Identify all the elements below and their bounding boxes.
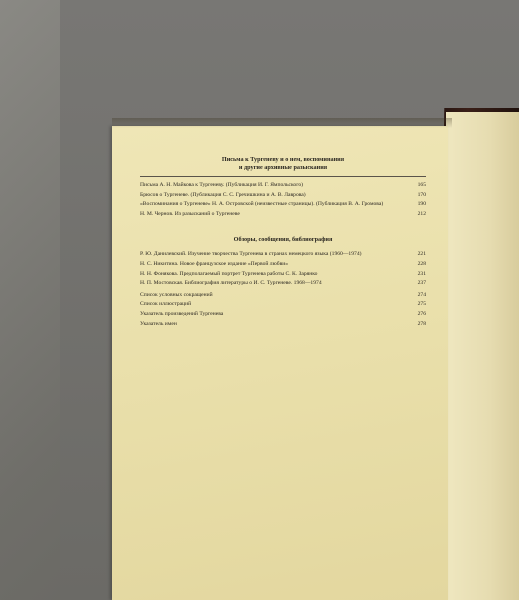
toc-entry xyxy=(140,320,426,329)
toc-entry xyxy=(140,291,426,300)
toc-entry-text: Письма А. Н. Майкова к Тургеневу. (Публикация И. Г. Ямпольского) xyxy=(140,182,304,188)
page-top-shadow xyxy=(112,118,452,128)
toc-entry xyxy=(140,181,426,190)
toc-entry-text: Указатель имен xyxy=(140,320,177,327)
toc-entry xyxy=(140,300,426,309)
toc-entry-page: 165 xyxy=(417,182,426,188)
toc-entry-text: Р. Ю. Данилевский. Изучение творчества Тургенева в странах немецкого языка (1960—1974) xyxy=(140,251,362,258)
section-1-title-line-1: Письма к Тургеневу и о нем, воспоминания xyxy=(221,156,345,163)
toc-entry-page: 276 xyxy=(417,310,426,317)
toc-entry-page: 190 xyxy=(417,201,426,208)
toc-entry-page: 278 xyxy=(417,320,426,327)
section-1-title xyxy=(140,156,426,172)
toc-entry-page: 274 xyxy=(417,291,426,298)
toc-entry-page: 275 xyxy=(417,301,426,308)
toc-entry-page: 221 xyxy=(417,251,426,258)
toc-entry-text: Н. П. Мостовская. Библиография литературы о И. С. Тургеневе. 1968—1974 xyxy=(140,280,322,287)
toc-entry xyxy=(140,210,426,219)
toc-entry-page: 212 xyxy=(417,210,426,217)
toc-entry xyxy=(140,250,426,259)
section-divider xyxy=(140,176,426,177)
toc-entry-text: «Воспоминания о Тургеневе» Н. А. Островской (неизвестные страницы). (Публикация В. А. Громова) xyxy=(140,201,384,208)
toc-entry-page: 237 xyxy=(417,280,426,287)
section-2-title: Обзоры, сообщения, библиография xyxy=(233,236,333,244)
toc-entry-text: Указатель произведений Тургенева xyxy=(140,310,224,317)
toc-entry-page: 170 xyxy=(417,191,426,198)
table-of-contents xyxy=(140,156,426,328)
toc-entry-text: Н. М. Чернов. Из разысканий о Тургеневе xyxy=(140,210,240,217)
toc-entry-text: Н. С. Никитина. Новое французское издание «Первой любви» xyxy=(140,260,289,267)
toc-entry xyxy=(140,279,426,288)
toc-entry xyxy=(140,260,426,269)
facing-page-edge xyxy=(446,112,519,600)
toc-entry-text: Список условных сокращений xyxy=(140,291,213,298)
toc-entry-text: Брюсов о Тургеневе. (Публикация С. С. Гречишкина и А. В. Лаврова) xyxy=(140,191,306,198)
toc-entry xyxy=(140,191,426,200)
toc-entry-page: 231 xyxy=(417,270,426,277)
toc-entry-text: Н. Н. Фонякова. Предполагаемый портрет Тургенева работы С. К. Зарянко xyxy=(140,270,318,277)
toc-entry-text: Список иллюстраций xyxy=(140,301,192,308)
toc-entry-page: 228 xyxy=(417,260,426,267)
section-1-title-line-2: и другие архивные разыскания xyxy=(238,164,328,171)
toc-entry xyxy=(140,200,426,209)
toc-entry xyxy=(140,270,426,279)
toc-entry xyxy=(140,310,426,319)
